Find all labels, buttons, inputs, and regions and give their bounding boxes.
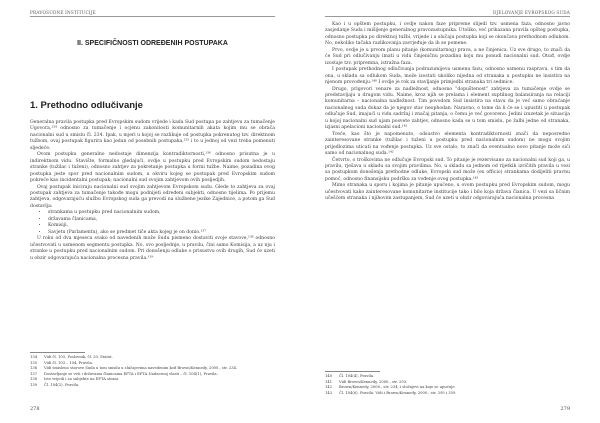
page-number: 279 <box>560 406 570 412</box>
footnotes <box>30 355 275 389</box>
paragraph: U roku od dva mjeseca svako od navedenih može Sudu pismeno dostaviti svoje stavove,¹³⁸ odnosno učestvovati u usmenom segmentu postupka. No, ovo posljednje, u pravilu, čini samo Komisija, a uz nju i stranke u postupku pred nacionalnim sudom. Pri donošenju odluke o prisustvu ovih drugih, Sud će uzeti u obzir odgovarajuća nacionalna procesna pravila.¹³⁹ <box>30 236 275 261</box>
footnote-rule <box>325 371 380 372</box>
bullet-list <box>30 210 275 236</box>
header-rule <box>325 16 570 17</box>
chapter-title: II. SPECIFIČNOSTI ODREĐENIH POSTUPAKA <box>77 40 228 47</box>
right-page <box>300 0 600 423</box>
footnote: 141 Vidi Brown/Kennedy, 2000., str. 293. <box>325 379 408 384</box>
list-item: • državama članicama, <box>48 217 275 223</box>
footnote-rule <box>30 352 85 353</box>
list-item: • strankama u postupku pred nacionalnim sudom, <box>48 210 275 216</box>
paragraph: Drugo, prigovori venare za nadležnost, odnosno "dopuštenost" zahtjeva za tumačenje ovdje se predstavljaju u drugom vidu. Naime, kroz njih se prelama i element suptilnog balansiranja na relaciji komunitarna – nacionalna nadležnost. Tim povodom Sud insistira na stavu da je već samo obraćanje nacionalnog suda dokaz da je njegov stav neophodan. Naravno, o tome da li će se i upustiti u postupak odlučuje Sud, imajući u vidu sadržaj i značaj pitanja, o čemu je već govoreno. Jedini izuzetak je situacija u kojoj nacionalni sud ujam posvete zahtjev, odnosno kada se u tom smislu, po žalbi jedne od stranaka, izjasni apelacioni nacionalni sud.¹⁴¹ <box>325 86 570 131</box>
footnotes <box>325 374 570 396</box>
paragraph: Mimo stranaka u sporu i kojima je pitanje upućeno, u ovom postupku pred Evropskim sudom, mogu učestvovati kako zainteresovane komunitarne institucije tako i bilo koja država članica. U vezi sa ličnim učešćem stranaka i njihovim zastupanjem, Sud će uzeti u obzir odgovarajuća nacionalna procesna <box>325 183 570 202</box>
list-item: • Komisiji, <box>48 223 275 229</box>
body-text <box>325 22 570 203</box>
section-title: 1. Prethodno odlučivanje <box>30 100 143 111</box>
paragraph: I postupak prethodnog odlučivanja podrazumijeva usmenu fazu, odnosno usmenu raspravu, s tim da ona, u skladu sa odlukom Suda, može izostati ukoliko nijedna od stranaka u postupku ne insistira na njenom provođenju.¹⁴⁰ I ovdje je rok za stavljanje primjedbi stranaka tri sedmice. <box>325 67 570 86</box>
footnote: 143 Čl. 104(6), Pravila. Vidi i Brown/Kennedy, 2000., str. 295 i 359. <box>325 390 457 395</box>
footnote: 139 Čl. 104(2), Pravila. <box>30 382 80 387</box>
paragraph: Četvrto, o troškovima ne odlučuje Evropski sud. To pitanje je rezervisano za nacionalni sud koji ga, u pravilu, rješava u skladu sa svojim pravilima. No, u skladu sa jednom od rijetkih izričitih pravila u vezi sa postupkom donošenja prethodne odluke, Evropski sud može (ex officio) strankama dodijeliti pravnu pomoć, odnosno finansijsku podršku za vođenje ovog postupka.¹⁴³ <box>325 157 570 182</box>
footnote: 138 Isto vrijedi i za subjekte na EFTA strani. <box>30 377 120 382</box>
list-item: • Savjetu (Parlamentu), ako se predmet tiče akta kojeg je on donio.¹³⁷ <box>48 230 275 236</box>
footnote: 134 Vidi čl. 103, Poslovnik, čl. 20, Statut. <box>30 355 113 359</box>
footnote: 140 Čl. 104(4), Pravila. <box>325 374 375 378</box>
header-rule <box>30 16 275 17</box>
paragraph: Generalna pravila postupka pred Evropskim sudom vrijede i kada Sud postupa po zahtjevu za tumačenje Ugovora,¹³⁴ odnosno za tumačenje i ocjenu zakonitosti komunitarnih akata kojim mu se obrača nacionalni sud u smislu čl. 234. Ipak, u mjeri u kojoj se razlikuje od postupka pokrenutog tzv. direktnom tužbom, ovaj postupak figurira kao jedan od posebnih postupaka,¹³⁵ i to u jednoj od vezi treba pomenuti sljedeće. <box>30 120 275 151</box>
footnote: 136 Vidi smisleno stavove Suda u tom smislu u slučajevima navedenim kod Brown/Kennedy, 2000., str. 234. <box>30 366 238 371</box>
body-text <box>30 120 275 262</box>
page-number: 278 <box>30 406 40 412</box>
paragraph: Prvo, ovdje je u prvom planu pitanje (komunitarnog) prava, a ne činjenica. Uz sve drugo, to znači da će Sud pri odlučivanju imati u vidu činjeničnu pozadinu koju mu ponudi nacionalni sud. Otuđ, ovdje izostaje tzv. pripremna, istražna faza. <box>325 47 570 66</box>
paragraph: Ovom postupku generalno nedostaje dimenzija kontradiktornosti,¹³⁶ odnosno prisutna je u indirektnom vidu. Stavište, formalno gledajući, ovdje u postupku pred Evropskim sudom nedostaju stranke (tužilac i tuženi), odnosno zahtjev za pokretanje postupka u formi tužbe. Naime, pozadina ovog postupka jeste spor pred nacionalnim sudom, u okviru kojeg se postupak pred Evropskim sudom pokreće kao incidentalni postupak; nacionalni sud svojim zahtjevom ovih posljedjih. <box>30 152 275 184</box>
running-head: DJELOVANJE EVROPSKOG SUDA <box>493 10 570 15</box>
paragraph: Kao i u opštem postupku, i ovdje nakon faze pripreme slijedi tzv. usmena faza, odnosno javno zasjedanje Suda i mišljenje generalnog pravozastupnika. Utoliko, već prikazana pravila opšteg postupka, odnosno postupka po direktnoj tužbi, vrijede i u slučaju postupka koji se okončava prethodnom odlukom. No, nekoliko tačaka razlikovanja zavrjeđuje da ih se pomene. <box>325 22 570 47</box>
paragraph: Ovaj postupak iniciraju nacionalni sud svojim zahtjevom Evropskom sudu. Glede to zahtjeva za ovaj postupak zahtjeva za tumačenje takođe mogu podnijeti određeni subjekti, odnosno tijelima. Po prijemu zahtjeva, odgovarajuću službu Evropskog suda ga prevodi na službene jezike Zajednice, a potom ga Sud dostavlja: <box>30 184 275 209</box>
footnote: 135 Vidi čl. 103 – 104, Pravila. <box>30 360 93 365</box>
paragraph: Treće, kao što je napomenuto, odsustvo elementa kontradiktornosti znači da neposredno zainteresovane stranke (tužilac i tuženi u postupku pred nacionalnim sudom) ne mogu svojim prijedlozima uticati na vođenje postupka. Uz sve ostalo, to znači da eventualno novo pitanje može sići samo od nacionalnog suda.¹⁴² <box>325 131 570 157</box>
footnote: 142 Brown/Kennedy, 2000., str. 234, i slučajevi na koje se upućuje. <box>325 385 456 390</box>
footnote: 137 Dostavljanje se vrši i državama članicama EFTA i EFTA Nadzornoj vlasti – čl. 104(1), Pravila. <box>30 371 218 376</box>
running-head: PRAVOSUDNE INSTITUCIJE <box>30 10 96 15</box>
